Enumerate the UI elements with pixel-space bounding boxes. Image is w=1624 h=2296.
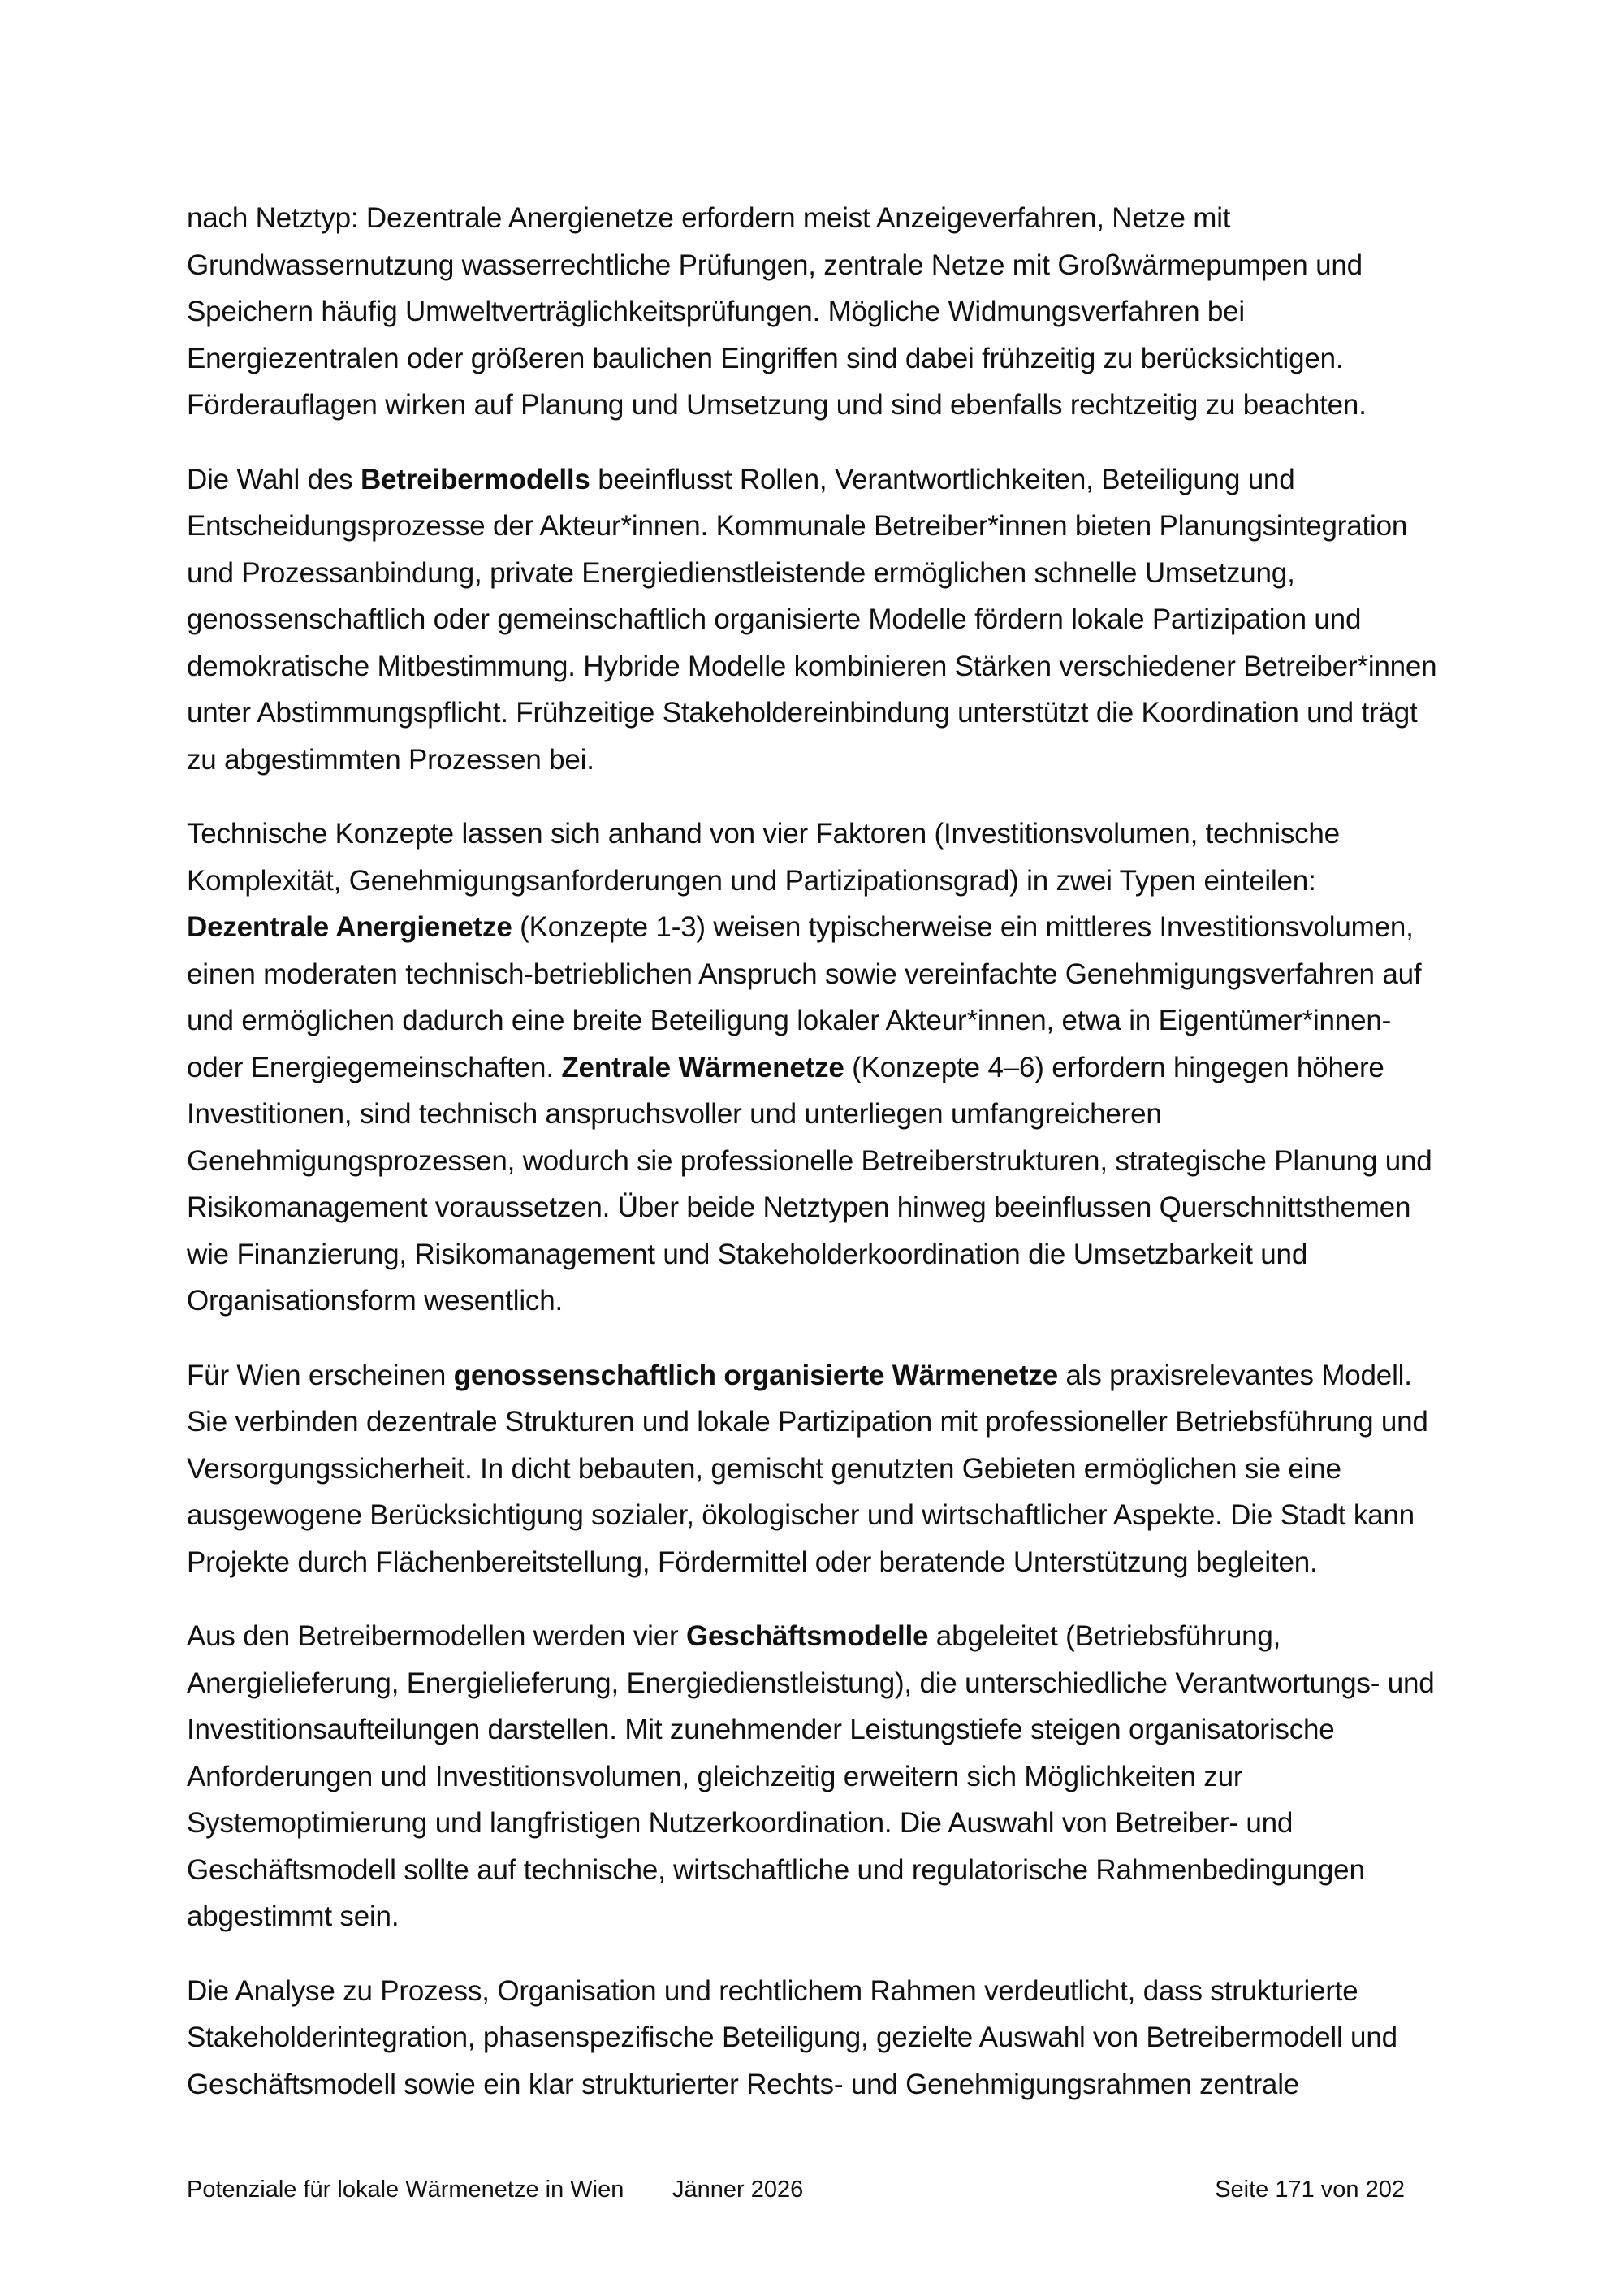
text-run: (Konzepte 1-3) weisen typischerweise ein mittleres Investitionsvolumen, einen moderaten technisch-betrieblichen Anspruch sowie vereinfachte Genehmigungsverfahren auf und ermöglichen dadurch eine breite Beteiligung lokaler Akteur*innen, etwa in Eigentümer*innen- oder Energiegemeinschaften.	[187, 911, 1422, 1083]
text-run: beeinflusst Rollen, Verantwortlichkeiten, Beteiligung und Entscheidungsprozesse der Akteur*innen. Kommunale Betreiber*innen bieten Planungsintegration und Prozessanbindung, private Energiedienstleistende ermöglichen schnelle Umsetzung, genossenschaftlich oder gemeinschaftlich organisierte Modelle fördern lokale Partizipation und demokratische Mitbestimmung. Hybride Modelle kombinieren Stärken verschiedener Betreiber*innen unter Abstimmungspflicht. Frühzeitige Stakeholdereinbindung unterstützt die Koordination und trägt zu abgestimmten Prozessen bei.	[187, 463, 1437, 776]
bold-term: Zentrale Wärmenetze	[561, 1051, 844, 1083]
paragraph-technical-concepts	[187, 811, 1453, 1325]
paragraph-business-models	[187, 1613, 1453, 1940]
paragraph-vienna-cooperatives	[187, 1352, 1453, 1586]
bold-term: Betreibermodells	[360, 463, 590, 495]
text-run: Für Wien erscheinen	[187, 1359, 454, 1391]
text-run: Die Wahl des	[187, 463, 361, 495]
text-run: Technische Konzepte lassen sich anhand von vier Faktoren (Investitionsvolumen, technische Komplexität, Genehmigungsanforderungen und Partizipationsgrad) in zwei Typen einteilen:	[187, 818, 1340, 897]
footer-page-number: Seite 171 von 202	[1215, 2177, 1405, 2203]
paragraph-operator-models	[187, 456, 1453, 784]
footer-document-title: Potenziale für lokale Wärmenetze in Wien	[187, 2177, 624, 2203]
bold-term: genossenschaftlich organisierte Wärmenetze	[453, 1359, 1058, 1391]
paragraph-analysis	[187, 1968, 1453, 2108]
paragraph-permits	[187, 195, 1453, 429]
footer-date: Jänner 2026	[672, 2177, 804, 2203]
bold-term: Geschäftsmodelle	[685, 1620, 929, 1652]
text-run: abgeleitet (Betriebsführung, Anergielieferung, Energielieferung, Energiedienstleistung), die unterschiedliche Verantwortungs- und Investitionsaufteilungen darstellen. Mit zunehmender Leistungstiefe steigen organisatorische Anforderungen und Investitionsvolumen, gleichzeitig erweitern sich Möglichkeiten zur Systemoptimierung und langfristigen Nutzerkoordination. Die Auswahl von Betreiber- und Geschäftsmodell sollte auf technische, wirtschaftliche und regulatorische Rahmenbedingungen abgestimmt sein.	[187, 1620, 1435, 1932]
text-run: (Konzepte 4–6) erfordern hingegen höhere Investitionen, sind technisch anspruchsvoller und unterliegen umfangreicheren Genehmigungsprozessen, wodurch sie professionelle Betreiberstrukturen, strategische Planung und Risikomanagement voraussetzen. Über beide Netztypen hinweg beeinflussen Querschnittsthemen wie Finanzierung, Risikomanagement und Stakeholderkoordination die Umsetzbarkeit und Organisationsform wesentlich.	[187, 1051, 1432, 1317]
document-body	[187, 195, 1453, 2135]
text-run: nach Netztyp: Dezentrale Anergienetze erfordern meist Anzeigeverfahren, Netze mit Grundwassernutzung wasserrechtliche Prüfungen, zentrale Netze mit Großwärmepumpen und Speichern häufig Umweltverträglichkeitsprüfungen. Mögliche Widmungsverfahren bei Energiezentralen oder größeren baulichen Eingriffen sind dabei frühzeitig zu berücksichtigen. Förderauflagen wirken auf Planung und Umsetzung und sind ebenfalls rechtzeitig zu beachten.	[187, 202, 1367, 421]
text-run: als praxisrelevantes Modell. Sie verbinden dezentrale Strukturen und lokale Partizipation mit professioneller Betriebsführung und Versorgungssicherheit. In dicht bebauten, gemischt genutzten Gebieten ermöglichen sie eine ausgewogene Berücksichtigung sozialer, ökologischer und wirtschaftlicher Aspekte. Die Stadt kann Projekte durch Flächenbereitstellung, Fördermittel oder beratende Unterstützung begleiten.	[187, 1359, 1428, 1578]
bold-term: Dezentrale Anergienetze	[187, 911, 512, 943]
page-footer	[187, 2173, 1405, 2206]
text-run: Aus den Betreibermodellen werden vier	[187, 1620, 686, 1652]
text-run: Die Analyse zu Prozess, Organisation und rechtlichem Rahmen verdeutlicht, dass strukturierte Stakeholderintegration, phasenspezifische Beteiligung, gezielte Auswahl von Betreibermodell und Geschäftsmodell sowie ein klar strukturierter Rechts- und Genehmigungsrahmen zentrale	[187, 1974, 1397, 2100]
